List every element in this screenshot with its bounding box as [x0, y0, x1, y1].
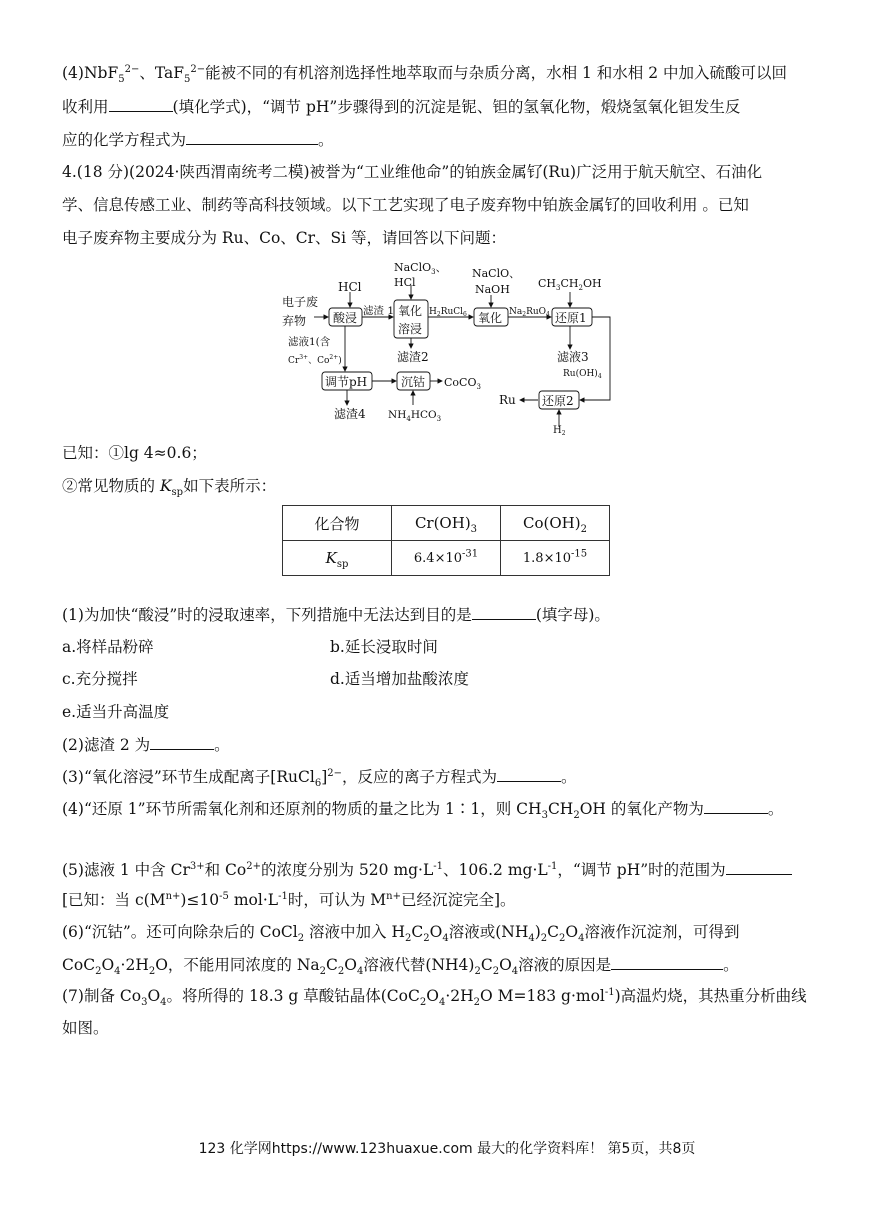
text: CoC — [62, 956, 96, 974]
text: 。 — [214, 736, 230, 754]
residue2-label: 滤渣2 — [397, 350, 429, 364]
acid-leach-label: 酸浸 — [333, 311, 358, 325]
text: C — [326, 956, 338, 974]
filtrate1-ions-label: $Cr^{3+}$、$Co^{2+}$) — [288, 354, 342, 366]
text: O — [565, 923, 579, 941]
option-c: c.充分搅拌 — [62, 670, 138, 688]
residue1-label: 滤渣 1 — [363, 305, 395, 317]
text: [已知：当 c(M — [62, 891, 166, 909]
question-4: (4)“还原 1”环节所需氧化剂和还原剂的物质的量之比为 1∶1，则 $CH_3CH_2OH$ 的氧化产物为 。 — [62, 797, 783, 820]
given-1: 已知：①lg 4≈0.6； — [62, 444, 207, 462]
ethanol-label: $CH_3CH_2OH$ — [538, 277, 602, 292]
oxidation-label: 氧化 — [478, 311, 503, 325]
text: (3)“氧化溶浸”环节生成配离子[RuCl — [62, 768, 315, 786]
text: ，反应的离子方程式为 — [342, 768, 498, 786]
text: K — [325, 549, 337, 567]
option-d: d.适当增加盐酸浓度 — [330, 670, 469, 688]
answer-blank[interactable] — [109, 95, 173, 112]
text: O — [426, 987, 439, 1005]
residue4-label: 滤渣4 — [334, 407, 366, 421]
naclo3-label: NaClO$_3$、 — [394, 261, 447, 276]
adjust-ph-label: 调节pH — [325, 375, 368, 389]
raw-material-label: 电子废 — [282, 295, 319, 309]
coco3-label: CoCO$_3$ — [444, 376, 481, 391]
text: 溶液的原因是 — [518, 956, 612, 974]
text: (1)为加快“酸浸”时的浸取速率，下列措施中无法达到目的是 — [62, 606, 472, 624]
text: 和 Co — [204, 861, 247, 879]
text: (4)NbF — [62, 64, 119, 82]
question-6-line2: $CoC_2O_4\cdot 2H_2O$，不能用同浓度的 $Na_2C_2O_4$溶液代替$(NH4)_2C_2O_4$溶液的原因是 。 — [62, 953, 739, 976]
question-2 — [62, 733, 230, 756]
text: C — [411, 923, 424, 941]
text: mol·L — [228, 891, 279, 909]
question-6-line1: (6)“沉钴”。还可向除杂后的 CoCl$_2$ 溶液中加入 $H_2C_2O_4$溶液或$(NH_4)_2C_2O_4$溶液作沉淀剂，可得到 — [62, 923, 740, 945]
question-7-line2: 如图。 — [62, 1019, 109, 1037]
ru-product-label: Ru — [499, 393, 516, 407]
table-header-cooh2: $Co(OH)_2$ — [501, 506, 610, 541]
question-1 — [62, 603, 610, 626]
text: 1.8×10 — [522, 550, 571, 566]
given-2: ②常见物质的 $K_{sp}$如下表所示： — [62, 477, 277, 499]
text: 、106.2 mg·L — [443, 861, 548, 879]
reduction1-label: 还原1 — [555, 311, 587, 325]
na2ruo4-label: $Na_2RuO_4$ — [509, 307, 550, 318]
text: 能被不同的有机溶剂选择性地萃取而与杂质分离，水相 1 和水相 2 中加入硫酸可以回 — [205, 64, 788, 82]
ksp-cr-value — [392, 541, 501, 576]
reduction2-label: 还原2 — [542, 394, 574, 408]
nh4hco3-label: $NH_4HCO_3$ — [388, 409, 442, 423]
text: O — [499, 956, 512, 974]
text: 。 — [318, 131, 334, 149]
text: 溶液代替(NH4) — [363, 956, 475, 974]
h2rucl6-label: $H_2RuCl_6$ — [429, 307, 467, 318]
oxidative-leach-label-2: 溶浸 — [398, 322, 423, 336]
text: (填字母)。 — [535, 606, 610, 624]
text: (5)滤液 1 中含 Cr — [62, 861, 190, 879]
text: O — [101, 956, 115, 974]
filtrate1-label: 滤液1(含 — [288, 336, 331, 348]
text: ②常见物质的 — [62, 477, 160, 495]
text: ·2H — [120, 956, 149, 974]
raw-material-label-2: 弃物 — [282, 314, 307, 328]
text: 如下表所示： — [183, 477, 277, 495]
text: Ru(OH) — [563, 369, 598, 379]
text: 溶液或(NH — [448, 923, 529, 941]
answer-blank[interactable] — [611, 953, 723, 970]
ksp-co-value — [501, 541, 610, 576]
text: Cr(OH) — [414, 514, 471, 532]
text: 的浓度分别为 520 mg·L — [261, 861, 434, 879]
text: O — [429, 923, 443, 941]
text: ] — [321, 768, 328, 786]
text: 已经沉淀完全]。 — [400, 891, 516, 909]
problem4-intro-line3: 电子废弃物主要成分为 Ru、Co、Cr、Si 等，请回答以下问题： — [62, 229, 507, 247]
text: O — [344, 956, 358, 974]
text: Cr — [288, 356, 300, 366]
text: O，不能用同浓度的 Na — [155, 956, 320, 974]
text: O M=183 g·mol — [480, 987, 605, 1005]
naclo-label: NaClO、 — [472, 267, 521, 280]
text: 。 — [723, 956, 739, 974]
text: 收利用 — [62, 98, 109, 116]
hcl2-label: HCl — [394, 276, 416, 289]
question-5-line1: (5)滤液 1 中含 $Cr^{3+}$和 $Co^{2+}$的浓度分别为 520 $mg\cdot L^{-1}$、106.2 $mg\cdot L^{-1}$，“调节 pH”时的范围为 — [62, 858, 792, 881]
text: ) — [534, 923, 541, 941]
text: (6)“沉钴”。还可向除杂后的 CoCl — [62, 923, 298, 941]
text: (2)滤渣 2 为 — [62, 736, 151, 754]
text: C — [480, 956, 493, 974]
text: (填化学式)，“调节 pH”步骤得到的沉淀是铌、钽的氢氧化物，煅烧氢氧化钽发生反 — [172, 98, 741, 116]
text: )≤10 — [180, 891, 220, 909]
text: 溶液中加入 H — [304, 923, 405, 941]
text: OH 的氧化产物为 — [579, 800, 704, 818]
option-a: a.将样品粉碎 — [62, 638, 154, 656]
answer-blank[interactable] — [497, 765, 561, 782]
text: Na — [509, 307, 523, 317]
question-7-line1: (7)制备 $Co_3O_4$。将所得的 18.3 g 草酸钴晶体($CoC_2O_4\cdot 2H_2O$ M=183 g·mol$^{-1}$)高温灼烧，其热重分析曲线 — [62, 986, 807, 1009]
text: -15 — [571, 548, 588, 560]
text: sp — [336, 559, 349, 570]
text: NH — [388, 409, 407, 421]
text: 。将所得的 18.3 g 草酸钴晶体(CoC — [166, 987, 420, 1005]
text: CH — [547, 800, 574, 818]
problem4-intro-line2: 学、信息传感工业、制药等高科技领域。以下工艺实现了电子废弃物中铂族金属钌的回收利用 。已知 — [62, 196, 749, 214]
answer-blank[interactable] — [150, 733, 214, 750]
answer-blank[interactable] — [186, 128, 318, 145]
text: NaClO — [394, 261, 432, 274]
ksp-table — [282, 505, 610, 576]
h2-label: $H_2$ — [553, 425, 566, 435]
page-footer: 123 化学网https://www.123huaxue.com 最大的化学资料库！ 第5页，共8页 — [198, 1141, 696, 1157]
text: 。 — [561, 768, 577, 786]
text: 时，可认为 M — [287, 891, 387, 909]
answer-blank[interactable] — [726, 858, 792, 875]
text: 6.4×10 — [413, 550, 462, 566]
text: 、TaF — [139, 64, 184, 82]
text: ，“调节 pH”时的范围为 — [557, 861, 726, 879]
naoh-label: NaOH — [475, 283, 510, 296]
oxidative-leach-label-1: 氧化 — [398, 304, 423, 318]
text: Co(OH) — [523, 514, 581, 532]
cobalt-precip-label: 沉钴 — [401, 375, 426, 389]
question-5-line2: [已知：当 $c(M^{n+})\le 10^{-5}$ $mol\cdot L^{-1}$时，可认为 $M^{n+}$已经沉淀完全]。 — [62, 890, 516, 909]
text: CH — [538, 277, 557, 290]
problem4-intro-line1: 4.(18 分)(2024·陕西渭南统考二模)被誉为“工业维他命”的铂族金属钌(Ru)广泛用于航天航空、石油化 — [62, 163, 763, 181]
answer-blank[interactable] — [704, 797, 768, 814]
text: H — [553, 425, 562, 435]
answer-blank[interactable] — [472, 603, 536, 620]
option-e: e.适当升高温度 — [62, 703, 170, 721]
question-3: (3)“氧化溶浸”环节生成配离子[RuCl$_6$]$^{2-}$，反应的离子方程式为 。 — [62, 765, 577, 788]
text: 。 — [767, 800, 784, 818]
table-header-compound: 化合物 — [283, 506, 392, 541]
text: -31 — [462, 548, 479, 560]
option-b: b.延长浸取时间 — [330, 638, 438, 656]
hcl-label: HCl — [338, 280, 362, 294]
text: O — [147, 987, 161, 1005]
ruoh4-label: $Ru(OH)_4$ — [563, 369, 602, 380]
text: 溶液作沉淀剂，可得到 — [584, 923, 740, 941]
text: (7)制备 Co — [62, 987, 142, 1005]
question4-continued-line3 — [62, 128, 334, 151]
question4-continued-line1: (4)NbF$_5^{2-}$、TaF$_5^{2-}$能被不同的有机溶剂选择性地萃取而与杂质分离，水相 1 和水相 2 中加入硫酸可以回 — [62, 63, 788, 86]
text: H — [429, 307, 437, 317]
filtrate3-label: 滤液3 — [557, 350, 589, 364]
question4-continued-line2 — [62, 95, 740, 118]
text: (4)“还原 1”环节所需氧化剂和还原剂的物质的量之比为 1∶1，则 CH — [62, 800, 542, 818]
table-row-label — [283, 541, 392, 576]
text: CoCO — [444, 376, 477, 389]
text: ·2H — [445, 987, 474, 1005]
text: C — [547, 923, 560, 941]
process-flowchart — [270, 255, 630, 435]
table-header-croh3: $Cr(OH)_3$ — [392, 506, 501, 541]
text: )高温灼烧，其热重分析曲线 — [614, 987, 807, 1005]
text: 应的化学方程式为 — [62, 131, 187, 149]
